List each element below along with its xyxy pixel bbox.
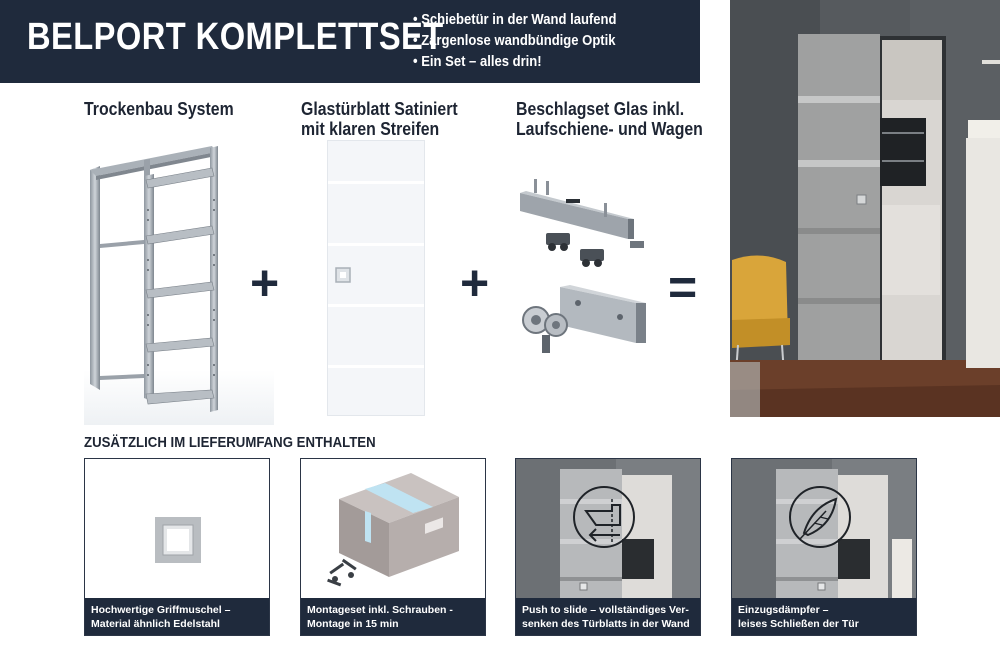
- caption-line: Hochwertige Griffmuschel –: [91, 604, 231, 616]
- card-caption: [301, 598, 485, 635]
- page-title: BELPORT KOMPLETTSET: [27, 16, 444, 58]
- feature-card-damper: [731, 458, 917, 636]
- column-heading-hardware: [516, 99, 703, 139]
- glass-door-panel: [327, 140, 425, 416]
- column-heading-line: Beschlagset Glas inkl.: [516, 99, 685, 119]
- caption-line: Montageset inkl. Schrauben -: [307, 604, 453, 616]
- feature-list: [413, 10, 639, 73]
- feature-item: • Ein Set – alles drin!: [413, 52, 616, 73]
- feature-item: • Schiebetür in der Wand laufend: [413, 10, 616, 31]
- feature-card-mounting: [300, 458, 486, 636]
- section-title: ZUSÄTZLICH IM LIEFERUMFANG ENTHALTEN: [84, 434, 376, 451]
- card-caption: [516, 598, 700, 635]
- feature-item: • Zargenlose wandbündige Optik: [413, 31, 616, 52]
- card-image: [85, 459, 269, 598]
- card-image: [301, 459, 485, 598]
- card-caption: [732, 598, 916, 635]
- card-caption: [85, 598, 269, 635]
- caption-line: Push to slide – vollständiges Ver-: [522, 604, 689, 616]
- equals-sign: =: [668, 259, 698, 315]
- column-heading-door: [301, 99, 458, 139]
- column-heading-line: Glastürblatt Satiniert: [301, 99, 458, 119]
- caption-line: Einzugsdämpfer –: [738, 604, 829, 616]
- caption-line: leises Schließen der Tür: [738, 618, 859, 630]
- feature-card-handle: [84, 458, 270, 636]
- caption-line: Montage in 15 min: [307, 618, 399, 630]
- column-heading-line: Trockenbau System: [84, 99, 234, 119]
- plus-sign: +: [460, 255, 490, 311]
- caption-line: Material ähnlich Edelstahl: [91, 618, 220, 630]
- hardware-set: [516, 175, 658, 365]
- column-heading-line: mit klaren Streifen: [301, 119, 440, 139]
- header-banner: [0, 0, 700, 83]
- feature-card-push-slide: [515, 458, 701, 636]
- plus-sign: +: [250, 255, 280, 311]
- room-photo: [730, 0, 1000, 417]
- card-image: [732, 459, 916, 598]
- card-image: [516, 459, 700, 598]
- column-heading-line: Laufschiene- und Wagen: [516, 119, 703, 139]
- frame-illustration: [84, 140, 274, 425]
- caption-line: senken des Türblatts in der Wand: [522, 618, 690, 630]
- column-heading-frame: [84, 99, 234, 119]
- handle-recess-icon: [85, 459, 269, 598]
